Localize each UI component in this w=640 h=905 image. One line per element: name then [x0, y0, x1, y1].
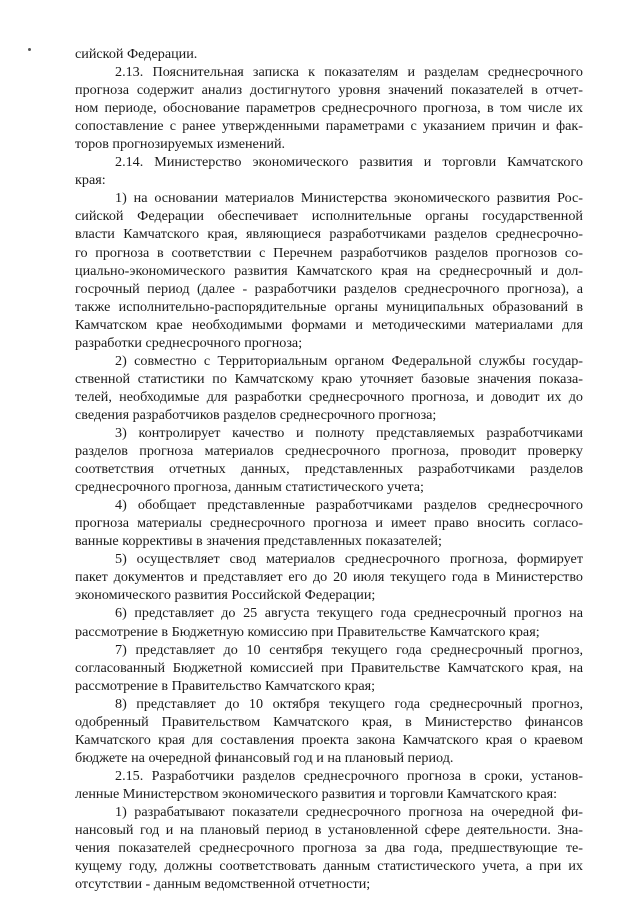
text-line: рассмотрение в Бюджетную комиссию при Правительстве Камчатского края;	[75, 623, 540, 640]
text-line: согласованный Бюджетной комиссией при Правительстве Камчатского края, на	[75, 659, 583, 676]
text-line: госрочный период (далее - разработчики разделов среднесрочного прогноза), а	[75, 280, 583, 297]
text-line: 7) представляет до 10 сентября текущего года среднесрочный прогноз,	[115, 641, 583, 658]
scan-dot	[28, 48, 31, 51]
text-line: 3) контролирует качество и полноту представляемых разработчиками	[115, 424, 583, 441]
text-line: 1) разрабатывают показатели среднесрочного прогноза на очередной фи-	[115, 803, 583, 820]
text-line: среднесрочного прогноза, данным статистического учета;	[75, 479, 424, 496]
text-line: телей, необходимые для разработки среднесрочного прогноза, и доводит их до	[75, 388, 583, 405]
text-line: Камчатском крае необходимыми формами и методическими материалами для	[75, 316, 583, 333]
text-line: 6) представляет до 25 августа текущего года среднесрочный прогноз на	[115, 605, 583, 622]
text-line: прогноза содержит анализ достигнутого уровня значений показателей в отчет-	[75, 82, 583, 99]
text-line: прогноза материалы среднесрочного прогноза и имеет право вносить согласо-	[75, 515, 583, 532]
text-line: отсутствии - данным ведомственной отчетности;	[75, 876, 371, 893]
text-line: 4) обобщает представленные разработчиками разделов среднесрочного	[115, 497, 583, 514]
text-line: соответствия отчетных данных, представленных разработчиками разделов	[75, 461, 583, 478]
text-line: ственной статистики по Камчатскому краю уточняет базовые значения показа-	[75, 370, 583, 387]
text-line: разделов прогноза материалов среднесрочного прогноза, проводит проверку	[75, 443, 583, 460]
text-line: 2) совместно с Территориальным органом Федеральной службы государ-	[115, 352, 583, 369]
text-line: 2.15. Разработчики разделов среднесрочного прогноза в сроки, установ-	[115, 767, 583, 784]
text-line: сопоставление с ранее утвержденными параметрами с указанием причин и фак-	[75, 118, 583, 135]
text-line: Камчатского края для составления проекта закона Камчатского края о краевом	[75, 731, 583, 748]
text-line: сийской Федерации обеспечивает исполнительные органы государственной	[75, 208, 583, 225]
text-line: нансовый год и на плановый период в установленной сфере деятельности. Зна-	[75, 822, 583, 839]
text-line: разработки среднесрочного прогноза;	[75, 334, 303, 351]
text-line: чения показателей среднесрочного прогноза за два года, предшествующие те-	[75, 840, 583, 857]
text-line: циально-экономического развития Камчатского края на среднесрочный и дол-	[75, 262, 583, 279]
text-line: также исполнительно-распорядительные органы муниципальных образований в	[75, 298, 583, 315]
text-line: ном периоде, обоснование параметров среднесрочного прогноза, в том числе их	[75, 100, 583, 117]
document-body	[75, 45, 583, 893]
text-line: пакет документов и представляет его до 20 июля текущего года в Министерство	[75, 569, 583, 586]
text-line: власти Камчатского края, являющиеся разработчиками разделов среднесрочно-	[75, 226, 583, 243]
text-line: рассмотрение в Правительство Камчатского края;	[75, 677, 376, 694]
text-line: бюджете на очередной финансовый год и на плановый период.	[75, 749, 454, 766]
text-line: го прогноза в соответствии с Перечнем разработчиков разделов прогнозов со-	[75, 244, 583, 261]
text-line: одобренный Правительством Камчатского края, в Министерство финансов	[75, 713, 583, 730]
text-line: экономического развития Российской Федерации;	[75, 587, 376, 604]
text-line: сведения разработчиков разделов среднесрочного прогноза;	[75, 406, 437, 423]
text-line: кущему году, должны соответствовать данным статистического учета, а при их	[75, 858, 583, 875]
text-line: 1) на основании материалов Министерства экономического развития Рос-	[115, 190, 583, 207]
text-line: 5) осуществляет свод материалов среднесрочного прогноза, формирует	[115, 551, 583, 568]
text-line: 8) представляет до 10 октября текущего года среднесрочный прогноз,	[115, 695, 583, 712]
text-line: ванные коррективы в значения представленных показателей;	[75, 533, 442, 550]
text-line: 2.14. Министерство экономического развития и торговли Камчатского	[115, 154, 583, 171]
text-line: края:	[75, 172, 106, 189]
text-line: 2.13. Пояснительная записка к показателям и разделам среднесрочного	[115, 64, 583, 81]
text-line: сийской Федерации.	[75, 46, 198, 62]
text-line: ленные Министерством экономического развития и торговли Камчатского края:	[75, 785, 558, 802]
text-line: торов прогнозируемых изменений.	[75, 136, 286, 153]
